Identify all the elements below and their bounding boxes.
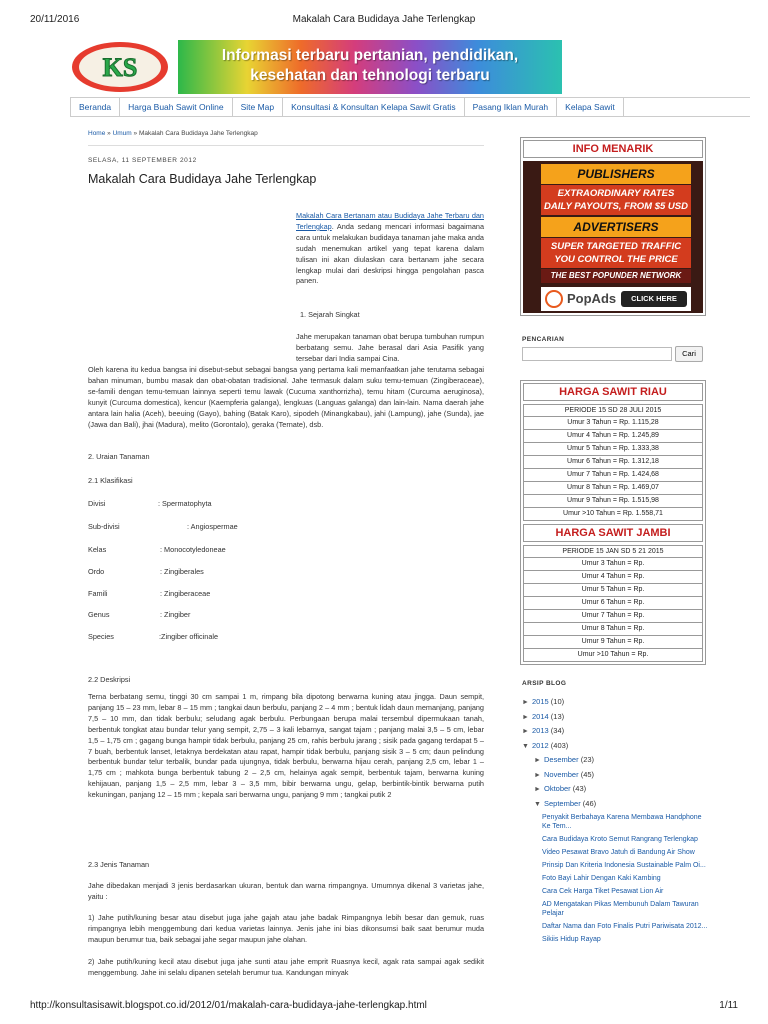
collapse-arrow-icon[interactable]: ▼ <box>534 800 541 808</box>
archive-month-item[interactable]: ▼ September (46) <box>534 797 722 812</box>
archive-month-item[interactable]: ► November (45) <box>534 768 722 783</box>
tagline-line-2: kesehatan dan tehnologi terbaru <box>250 67 490 84</box>
tax-value-ordo: : Zingiberales <box>160 567 204 576</box>
popads-brand: PopAds <box>567 291 617 306</box>
tax-label-ordo: Ordo <box>88 567 105 576</box>
top-nav <box>70 97 750 117</box>
archive-month-link[interactable]: Oktober <box>544 784 571 793</box>
riau-period: PERIODE 15 SD 28 JULI 2015 <box>523 404 703 417</box>
expand-arrow-icon[interactable]: ► <box>534 757 541 764</box>
jambi-row: Umur 3 Tahun = Rp. <box>523 558 703 571</box>
nav-konsultasi[interactable]: Konsultasi & Konsultan Kelapa Sawit Gratis <box>283 98 464 116</box>
popads-banner[interactable] <box>523 161 703 313</box>
jambi-row: Umur >10 Tahun = Rp. <box>523 649 703 662</box>
ad-advertisers: ADVERTISERS <box>541 217 691 237</box>
print-page-number: 1/11 <box>719 1000 738 1011</box>
riau-row: Umur 4 Tahun = Rp. 1.245,89 <box>523 430 703 443</box>
archive-year-item[interactable]: ► 2013 (34) <box>522 724 722 739</box>
archive-month-link[interactable]: November <box>544 769 579 779</box>
print-footer <box>30 1000 738 1014</box>
jambi-row: Umur 5 Tahun = Rp. <box>523 584 703 597</box>
archive-post-link[interactable]: Cara Budidaya Kroto Semut Rangrang Terlengkap <box>542 836 698 843</box>
archive-post-link[interactable]: Foto Bayi Lahir Dengan Kaki Kambing <box>542 875 661 882</box>
print-url: http://konsultasisawit.blogspot.co.id/2012/01/makalah-cara-budidaya-jahe-terlengkap.html <box>30 1000 427 1011</box>
archive-year-link[interactable]: 2013 <box>532 726 549 735</box>
nav-site-map[interactable]: Site Map <box>233 98 284 116</box>
riau-row: Umur 9 Tahun = Rp. 1.515,98 <box>523 495 703 508</box>
section-sejarah: 1. Sejarah Singkat <box>300 310 360 319</box>
section-deskripsi: 2.2 Deskripsi <box>88 675 131 684</box>
tax-value-genus: : Zingiber <box>160 610 191 619</box>
info-menarik-widget <box>520 137 706 316</box>
jambi-row: Umur 6 Tahun = Rp. <box>523 597 703 610</box>
jambi-row: Umur 7 Tahun = Rp. <box>523 610 703 623</box>
tax-label-subdivisi: Sub-divisi <box>88 522 120 531</box>
jambi-period: PERIODE 15 JAN SD 5 21 2015 <box>523 545 703 558</box>
section-uraian: 2. Uraian Tanaman <box>88 452 150 461</box>
section-jenis: 2.3 Jenis Tanaman <box>88 860 150 869</box>
jenis-paragraph: Jahe dibedakan menjadi 3 jenis berdasarkan ukuran, bentuk dan warna rimpangnya. Umumnya dikenal 3 varietas jahe, yaitu : <box>88 881 484 901</box>
jambi-heading: HARGA SAWIT JAMBI <box>523 524 703 542</box>
archive-year-item[interactable]: ► 2014 (13) <box>522 710 722 725</box>
expand-arrow-icon[interactable]: ► <box>522 728 529 735</box>
archive-year-link[interactable]: 2015 <box>532 697 549 706</box>
archive-post-link[interactable]: Video Pesawat Bravo Jatuh di Bandung Air Show <box>542 849 695 856</box>
tax-label-species: Species <box>88 632 114 641</box>
breadcrumb-category[interactable]: Umum <box>112 130 132 137</box>
riau-row: Umur 6 Tahun = Rp. 1.312,18 <box>523 456 703 469</box>
tax-value-species: :Zingiber officinale <box>159 632 219 641</box>
jambi-row: Umur 4 Tahun = Rp. <box>523 571 703 584</box>
tax-value-subdivisi: : Angiospermae <box>187 522 238 531</box>
nav-harga-buah-sawit[interactable]: Harga Buah Sawit Online <box>120 98 232 116</box>
expand-arrow-icon[interactable]: ► <box>522 713 529 721</box>
tax-label-famili: Famili <box>88 589 108 598</box>
expand-arrow-icon[interactable]: ► <box>522 699 529 706</box>
harga-sawit-widget <box>520 380 706 665</box>
popads-icon <box>545 290 563 308</box>
tax-value-kelas: : Monocotyledoneae <box>160 545 226 554</box>
intro-paragraph: Makalah Cara Bertanam atau Budidaya Jahe Terbaru dan Terlengkap. Anda sedang mencari informasi bagaimana cara untuk melakukan budidaya tanaman jahe maka anda sudah menemukan artikel yang tepat karena dalam tulisan ini akan diulaskan cara bertanam jahe secara lengkap mulai dari deskripsi hingga pengolahan pasca panen. <box>296 211 484 286</box>
nav-beranda[interactable]: Beranda <box>70 98 120 116</box>
riau-heading: HARGA SAWIT RIAU <box>523 383 703 401</box>
archive-post-link[interactable]: Sikiis Hidup Rayap <box>542 936 601 943</box>
riau-row: Umur 7 Tahun = Rp. 1.424,68 <box>523 469 703 482</box>
archive-post-link[interactable]: Penyakit Berbahaya Karena Membawa Handphone Ke Tem... <box>542 814 702 830</box>
archive-year-link[interactable]: 2012 <box>532 740 549 750</box>
ad-traffic: SUPER TARGETED TRAFFIC YOU CONTROL THE PRICE <box>541 238 691 268</box>
sejarah-paragraph-2: Oleh karena itu kedua bangsa ini disebut-sebut sebagai bangsa yang pertama kali memanfaatkan jahe terutama sebagai bahan minuman, bumbu masak dan obat-obatan tradisional. Jahe termasuk dalam suku temu-temuan (Zingiberaceae), se-famili dengan temu-temuan lainnya seperti temu lawak (Cucuma xanthorrizha), temu hitam (Curcuma aeruginosa), kunyit (Curcuma domestica), kencur (Kaempferia galanga), lengkuas (Languas galanga) dan lain-lain. Nama daerah jahe antara lain halia (Aceh), beeuing (Gayo), bahing (Batak Karo), sipodeh (Minangkabau), jahi (Lampung), jahe (Sunda), jae (Jawa dan Bali), jhai (Madura), melito (Gorontalo), geraka (Ternate), dsb. <box>88 365 484 429</box>
varietas-1-paragraph: 1) Jahe putih/kuning besar atau disebut juga jahe gajah atau jahe badak Rimpangnya lebih besar dan gemuk, ruas rimpangnya lebih menggembung dari kedua varietas lainnya. Jenis jahe ini bias dikonsumsi baik saat berumur muda maupun berumur tua, baik sebagai jahe segar maupun jahe olahan. <box>88 913 484 944</box>
riau-table <box>523 404 703 521</box>
post-date: SELASA, 11 SEPTEMBER 2012 <box>88 157 197 164</box>
jambi-row: Umur 9 Tahun = Rp. <box>523 636 703 649</box>
site-banner[interactable] <box>70 40 562 94</box>
archive-post-link[interactable]: AD Mengatakan Pikas Membunuh Dalam Tawuran Pelajar <box>542 901 699 917</box>
ad-click-button[interactable]: CLICK HERE <box>621 291 687 307</box>
print-header <box>30 14 738 28</box>
tax-label-genus: Genus <box>88 610 110 619</box>
nav-kelapa-sawit[interactable]: Kelapa Sawit <box>557 98 624 116</box>
archive-month-link[interactable]: Desember <box>544 755 579 764</box>
expand-arrow-icon[interactable]: ► <box>534 771 541 779</box>
riau-row: Umur 5 Tahun = Rp. 1.333,38 <box>523 443 703 456</box>
post-title: Makalah Cara Budidaya Jahe Terlengkap <box>88 172 317 186</box>
search-input[interactable] <box>522 347 672 361</box>
logo-text: KS <box>102 53 138 82</box>
breadcrumb-current: Makalah Cara Budidaya Jahe Terlengkap <box>138 130 258 137</box>
section-klasifikasi: 2.1 Klasifikasi <box>88 476 133 485</box>
archive-month-item[interactable]: ► Desember (23) <box>534 753 722 768</box>
tagline-line-1: Informasi terbaru pertanian, pendidikan, <box>221 47 519 64</box>
tax-value-divisi: : Spermatophyta <box>158 499 212 508</box>
jambi-table <box>523 545 703 662</box>
ad-network: THE BEST POPUNDER NETWORK <box>541 269 691 283</box>
site-logo[interactable] <box>70 40 170 94</box>
ad-publishers: PUBLISHERS <box>541 164 691 184</box>
expand-arrow-icon[interactable]: ► <box>534 786 541 793</box>
archive-month-item[interactable]: ► Oktober (43) <box>534 782 722 797</box>
archive-post-link[interactable]: Daftar Nama dan Foto Finalis Putri Pariwisata 2012... <box>542 923 708 930</box>
riau-row: Umur >10 Tahun = Rp. 1.558,71 <box>523 508 703 521</box>
tax-label-divisi: Divisi <box>88 499 106 508</box>
breadcrumb: Home » Umum » Makalah Cara Budidaya Jahe Terlengkap <box>88 130 258 137</box>
print-date: 20/11/2016 <box>30 14 80 25</box>
archive-year-item[interactable]: ▼ 2012 (403) <box>522 739 722 754</box>
banner-tagline <box>178 40 562 94</box>
archive-year-item[interactable]: ► 2015 (10) <box>522 695 722 710</box>
jambi-row: Umur 8 Tahun = Rp. <box>523 623 703 636</box>
varietas-2-paragraph: 2) Jahe putih/kuning kecil atau disebut juga jahe sunti atau jahe emprit Ruasnya kecil, agak rata sampai agak sedikit menggembung. Jahe ini selalu dipanen setelah berumur tua. Kandungan minyak <box>88 957 484 977</box>
archive-label: ARSIP BLOG <box>522 680 567 687</box>
search-button[interactable]: Cari <box>675 346 703 362</box>
print-title: Makalah Cara Budidaya Jahe Terlengkap <box>292 14 476 25</box>
post-header <box>88 130 484 186</box>
nav-pasang-iklan[interactable]: Pasang Iklan Murah <box>465 98 558 116</box>
tax-value-famili: : Zingiberaceae <box>160 589 211 598</box>
collapse-arrow-icon[interactable]: ▼ <box>522 742 529 750</box>
info-menarik-heading: INFO MENARIK <box>523 140 703 158</box>
breadcrumb-home[interactable]: Home <box>88 130 106 137</box>
tax-label-kelas: Kelas <box>88 545 107 554</box>
riau-row: Umur 8 Tahun = Rp. 1.469,07 <box>523 482 703 495</box>
archive-post-link[interactable]: Prinsip Dan Kriteria Indonesia Sustainable Palm Oi... <box>542 862 706 869</box>
ad-rates: EXTRAORDINARY RATES DAILY PAYOUTS, FROM $5 USD <box>541 185 691 215</box>
divider <box>88 145 484 146</box>
intro-link[interactable]: Makalah Cara Bertanam atau Budidaya Jahe Terbaru dan Terlengkap <box>296 211 484 231</box>
riau-row: Umur 3 Tahun = Rp. 1.115,28 <box>523 417 703 430</box>
archive-month-link[interactable]: September <box>544 798 581 808</box>
blog-archive <box>522 680 722 948</box>
archive-post-link[interactable]: Cara Cek Harga Tiket Pesawat Lion Air <box>542 888 664 895</box>
search-label: PENCARIAN <box>522 336 565 343</box>
sejarah-paragraph-1: Jahe merupakan tanaman obat berupa tumbuhan rumpun berbatang semu. Jahe berasal dari Asia Pasifik yang tersebar dari India sampai Cina. <box>296 332 484 363</box>
deskripsi-paragraph: Terna berbatang semu, tinggi 30 cm sampai 1 m, rimpang bila dipotong berwarna kuning atau jingga. Daun sempit, panjang 15 – 23 mm, lebar 8 – 15 mm ; tangkai daun berbulu, panjang 2 – 4 mm ; bentuk lidah daun memanjang, panjang 7,5 – 10 mm, dan tidak berbulu; seludang agak berbulu. Perbungaan berupa malai tersembul dipermukaan tanah, berbentuk tongkat atau bundar telur yang sempit, 2,75 – 3 kali lebarnya, sangat tajam ; panjang malai 3,5 – 5 cm, lebar 1,5 – 1,75 cm ; gagang bunga hampir tidak berbulu, panjang 25 cm, rahis berbulu jarang ; sisik pada gagang terdapat 5 – 7 buah, berbentuk lanset, letaknya berdekatan atau rapat, hampir tidak berbulu, panjang sisik 3 – 5 cm; daun pelindung berbentuk bundar telur terbalik, bundar pada ujungnya, tidak berbulu, berwarna hijau cerah, panjang 2,5 cm, lebar 1 – 1,75 cm ; mahkota bunga berbentuk tabung 2 – 2,5 cm, helainya agak sempit, berbentuk tajam, berwarna kuning kehijauan, panjang 1,5 – 2,5 mm, lebar 3 – 3,5 mm, bibir berwarna ungu, gelap, berbintik-bintik berwarna putih kekuningan, panjang 12 – 15 mm ; kepala sari berwarna ungu, panjang 9 mm ; tangkai putik 2 <box>88 692 484 800</box>
popads-logo-bar[interactable] <box>541 287 691 311</box>
archive-year-link[interactable]: 2014 <box>532 711 549 721</box>
